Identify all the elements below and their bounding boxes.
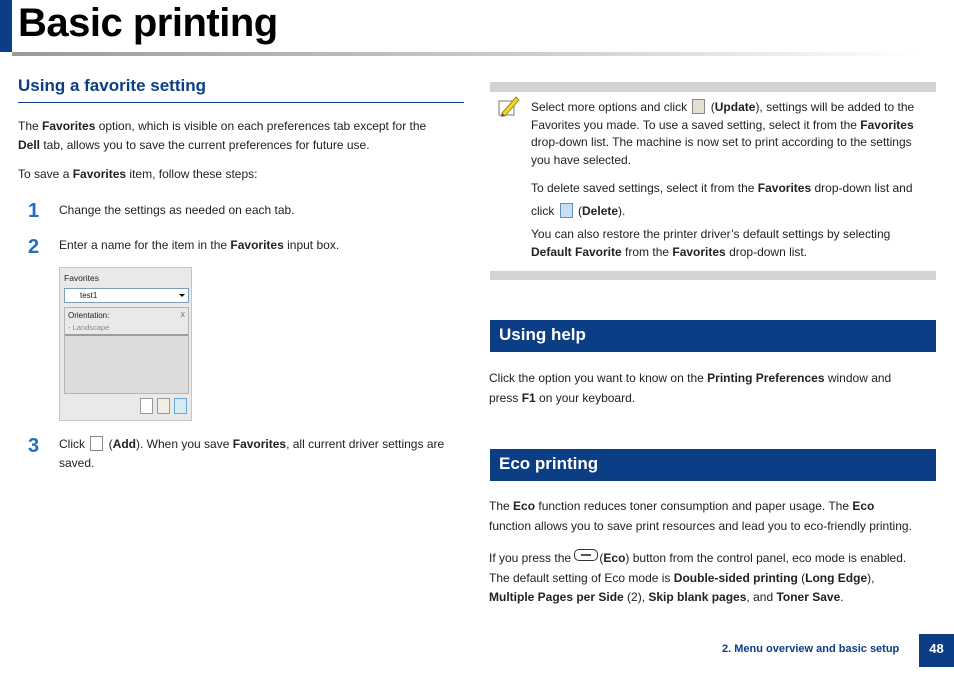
step-2-text: Enter a name for the item in the Favorites input box. [59,238,340,252]
favorites-dropdown[interactable] [64,288,189,303]
note-top-bar [490,82,936,92]
delete-icon[interactable] [174,398,187,414]
note-pencil-icon [497,94,521,118]
help-paragraph: Click the option you want to know on the Printing Preferences window and press F1 on your keyboard. [489,371,892,405]
update-icon [692,99,705,114]
step-number-3: 3 [28,435,40,457]
note-bottom-bar [490,271,936,280]
section-heading-favorite: Using a favorite setting [18,76,206,95]
favorites-list-item [65,308,188,336]
eco-button-icon [574,549,598,561]
step-3-text: Click (Add). When you save Favorites, all current driver settings are saved. [59,437,445,470]
note-paragraph-restore: You can also restore the printer driver’s default settings by selecting Default Favorite from the Favorites drop-down list. [531,227,891,259]
eco-paragraph-1: The Eco function reduces toner consumption and paper usage. The Eco function allows you to save print resources and lead you to eco-friendly printing. [489,499,912,533]
step-number-2: 2 [28,236,40,258]
step-1-text: Change the settings as needed on each tab. [59,203,295,217]
note-paragraph-delete: To delete saved settings, select it from the Favorites drop-down list and click (Delete). [531,181,913,218]
favorites-label: Favorites [64,273,99,283]
section-rule [18,102,464,103]
save-intro-paragraph: To save a Favorites item, follow these steps: [18,167,258,181]
section-heading-help: Using help [490,320,936,352]
delete-icon [560,203,573,218]
page-title: Basic printing [18,1,278,45]
add-icon[interactable] [140,398,153,414]
title-accent-bar [0,0,12,52]
eco-paragraph-2: If you press the (Eco) button from the control panel, eco mode is enabled. The default setting of Eco mode is Double-sided printing (Long Edge), Multiple Pages per Side (2), Skip blank pages, and Toner Save. [489,551,907,604]
step-number-1: 1 [28,200,40,222]
favorites-panel [59,267,192,421]
close-icon[interactable]: x [180,309,185,319]
intro-paragraph: The Favorites option, which is visible on each preferences tab except for the Dell tab, allows you to save the current preferences for future use. [18,119,427,152]
favorites-settings-list [64,307,189,394]
add-icon [90,436,103,451]
footer-chapter-link[interactable]: 2. Menu overview and basic setup [722,643,900,655]
title-rule [12,52,918,56]
orientation-label: Orientation: [68,311,110,320]
orientation-value: - Landscape [68,323,110,332]
update-icon[interactable] [157,398,170,414]
section-heading-eco: Eco printing [490,449,936,481]
chevron-down-icon [179,294,185,297]
page-number: 48 [919,634,954,667]
note-paragraph-update: Select more options and click (Update), settings will be added to the Favorites you made. To use a saved setting, select it from the Favorites drop-down list. The machine is now set to print according to the settings you have selected. [531,100,915,167]
favorites-selected-value: test1 [80,291,98,300]
